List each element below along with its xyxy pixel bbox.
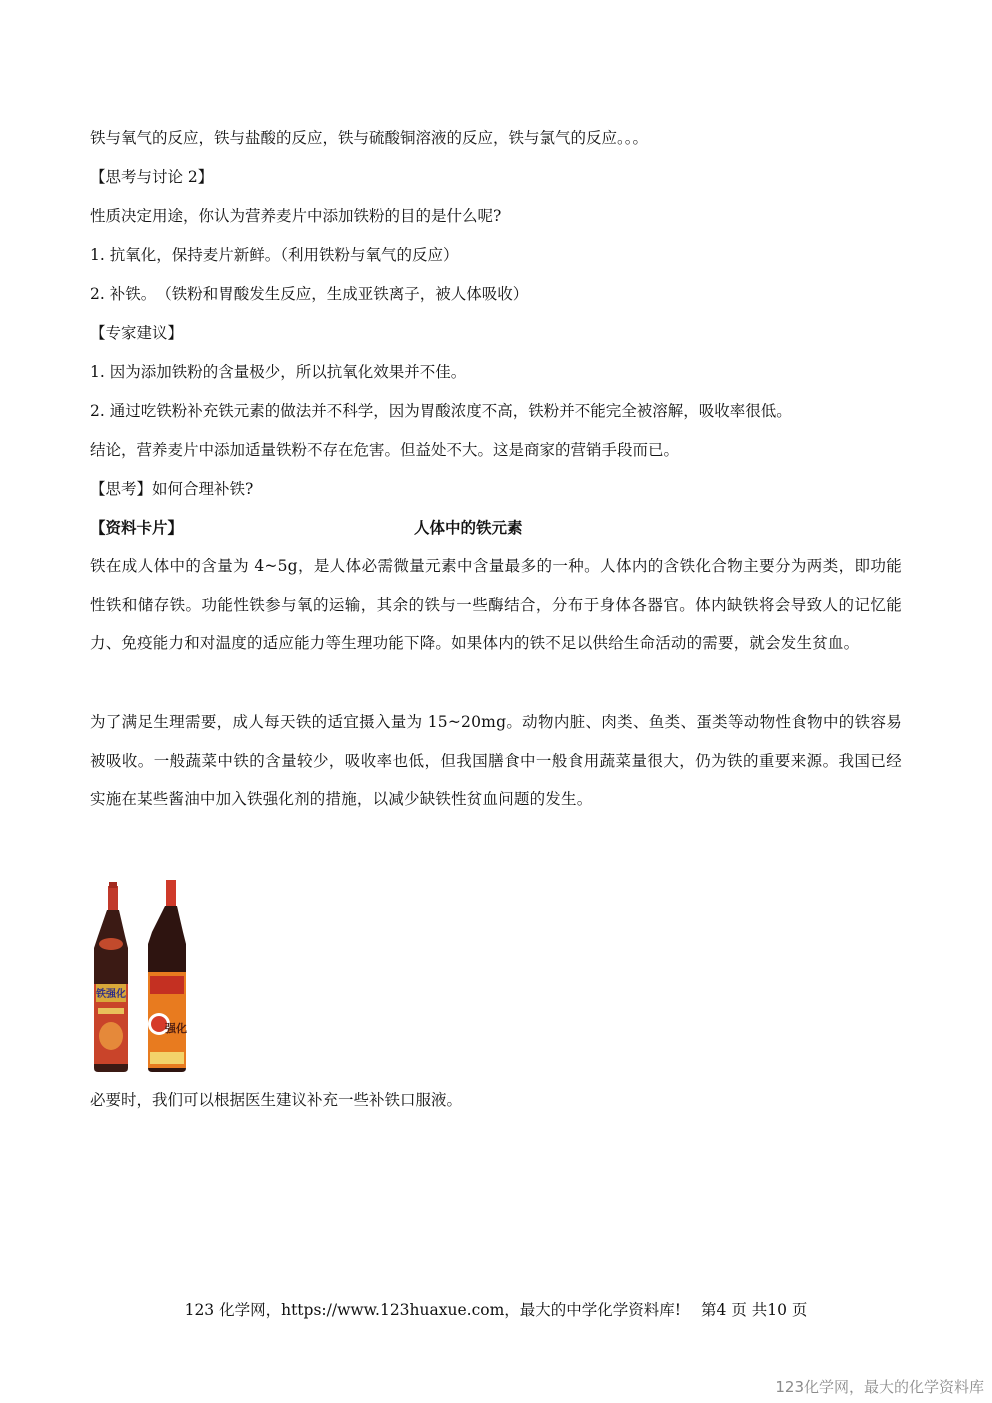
- bottle-label-text-1: 铁强化: [96, 989, 126, 1000]
- conclusion-line: 结论，营养麦片中添加适量铁粉不存在危害。但益处不大。这是商家的营销手段而已。: [90, 441, 680, 459]
- answer-2: 2. 补铁。 （铁粉和胃酸发生反应，生成亚铁离子，被人体吸收）: [90, 285, 529, 303]
- bottle-label-text-2: 强化: [165, 1022, 187, 1035]
- after-image-line: 必要时，我们可以根据医生建议补充一些补铁口服液。: [90, 1091, 463, 1109]
- text-line-reactions: 铁与氧气的反应，铁与盐酸的反应，铁与硫酸铜溶液的反应，铁与氯气的反应。。。: [90, 129, 649, 147]
- question-line: 性质决定用途，你认为营养麦片中添加铁粉的目的是什么呢?: [90, 207, 502, 225]
- info-card-title: 人体中的铁元素: [414, 518, 523, 537]
- heading-expert-advice: 【专家建议】: [90, 324, 184, 342]
- footer-page-number: 第4 页 共10 页: [701, 1301, 808, 1319]
- paragraph-iron-body: 铁在成人体中的含量为 4~5g，是人体必需微量元素中含量最多的一种。人体内的含铁化合物主要分为两类，即功能性铁和储存铁。功能性铁参与氧的运输，其余的铁与一些酶结合，分布于身体各器官。体内缺铁将会导致人的记忆能力、免疫能力和对温度的适应能力等生理功能下降。如果体内的铁不足以供给生命活动的需要，就会发生贫血。: [90, 557, 902, 653]
- advice-2: 2. 通过吃铁粉补充铁元素的做法并不科学，因为胃酸浓度不高，铁粉并不能完全被溶解，吸收率很低。: [90, 402, 792, 420]
- think-question: 【思考】如何合理补铁?: [90, 480, 254, 498]
- watermark-text: 123化学网，最大的化学资料库: [775, 1378, 984, 1396]
- advice-1: 1. 因为添加铁粉的含量极少，所以抗氧化效果并不佳。: [90, 363, 467, 381]
- paragraph-iron-intake: 为了满足生理需要，成人每天铁的适宜摄入量为 15~20mg。动物内脏、肉类、鱼类、蛋类等动物性食物中的铁容易被吸收。一般蔬菜中铁的含量较少，吸收率也低，但我国膳食中一般食用蔬菜量很大，仍为铁的重要来源。我国已经实施在某些酱油中加入铁强化剂的措施，以减少缺铁性贫血问题的发生。: [90, 713, 902, 809]
- info-card-label: 【资料卡片】: [90, 518, 184, 537]
- soy-sauce-bottles-image: [90, 876, 200, 1076]
- footer-site-text: 123 化学网，https://www.123huaxue.com，最大的中学化学资料库!: [184, 1301, 682, 1319]
- answer-1: 1. 抗氧化，保持麦片新鲜。（利用铁粉与氧气的反应）: [90, 246, 459, 264]
- page-footer: [0, 1300, 992, 1320]
- heading-discussion-2: 【思考与讨论 2】: [90, 168, 214, 186]
